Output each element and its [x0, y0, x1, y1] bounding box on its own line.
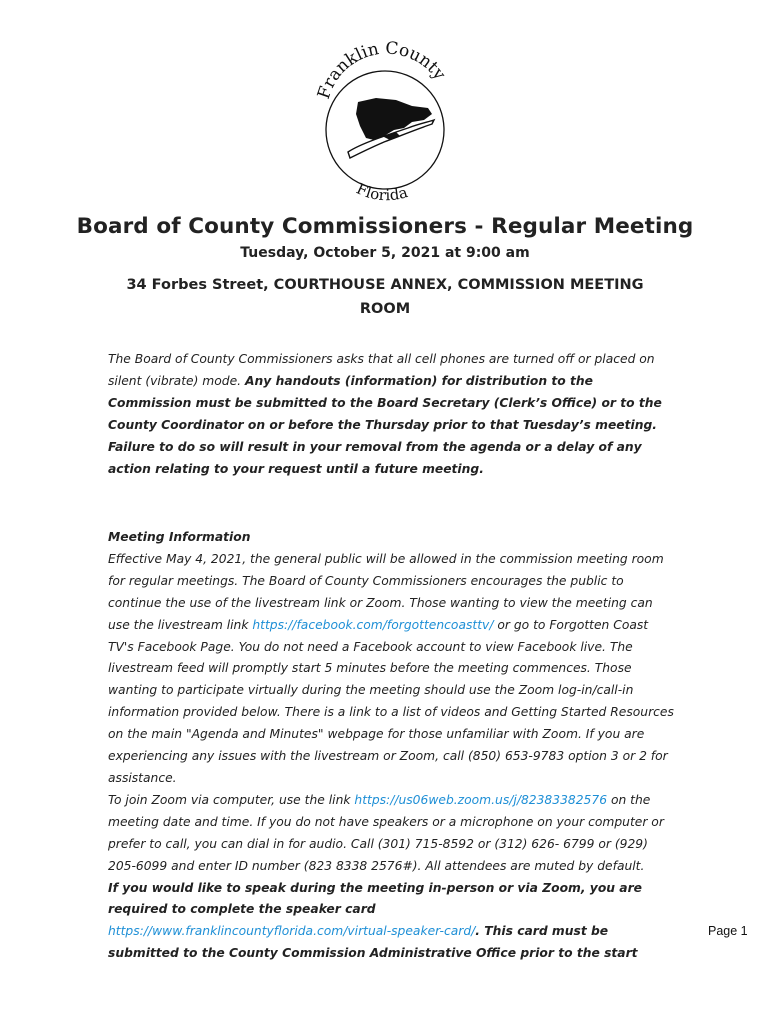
meeting-info-paragraph-3 — [108, 878, 674, 966]
page-number: Page 1 — [708, 924, 748, 938]
meeting-datetime: Tuesday, October 5, 2021 at 9:00 am — [240, 245, 530, 261]
meeting-info-paragraph-2 — [108, 790, 674, 878]
seal-top-text: Franklin County — [313, 40, 450, 102]
meeting-info-text: Effective May 4, 2021, the general public will be allowed in the commission meeting room for regular meetings. The Board of County Commissioners encourages the public to continue the use of the livestream link or Zoom. Those wanting to view the meeting can use the livestream link — [108, 551, 664, 632]
facebook-link[interactable]: https://facebook.com/forgottencoasttv/ — [252, 617, 494, 632]
svg-text:Florida — [354, 179, 410, 204]
meeting-info-paragraph-1 — [108, 549, 674, 790]
intro-bold-text: Any handouts (information) for distribution to the Commission must be submitted to the Board Secretary (Clerk’s Office) or to the County Coordinator on or before the Thursday prior to that Tuesday’s meeting. Failure to do so will result in your removal from the agenda or a delay of any action relating to your request until a future meeting. — [108, 373, 662, 476]
meeting-information-section — [108, 527, 674, 965]
speaker-card-text: . This card must be submitted to the County Commission Administrative Office prior to the start — [108, 924, 638, 961]
county-seal — [300, 40, 470, 210]
meeting-location: 34 Forbes Street, COURTHOUSE ANNEX, COMMISSION MEETING ROOM — [126, 277, 644, 317]
zoom-link[interactable]: https://us06web.zoom.us/j/82383382576 — [354, 792, 608, 807]
county-seal-graphic — [300, 40, 470, 210]
zoom-info-text: on the meeting date and time. If you do not have speakers or a microphone on your computer or prefer to call, you can dial in for audio. Call (301) 715-8592 or (312) 626- 6799 or (929) 205-6099 and enter ID number (823 8338 2576#). All attendees are muted by default. — [108, 792, 664, 873]
meeting-info-text: or go to Forgotten Coast TV's Facebook Page. You do not need a Facebook account to view Facebook live. The livestream feed will promptly start 5 minutes before the meeting commences. Those wanting to participate virtually during the meeting should use the Zoom log-in/call-in information provided below. There is a link to a list of videos and Getting Started Resources on the main "Agenda and Minutes" webpage for those unfamiliar with Zoom. If you are experiencing any issues with the livestream or Zoom, call (850) 653-9783 option 3 or 2 for assistance. — [108, 617, 674, 785]
page-title: Board of County Commissioners - Regular Meeting — [76, 214, 694, 239]
seal-bottom-text: Florida — [353, 179, 410, 205]
intro-text: The Board of County Commissioners asks that all cell phones are turned off or placed on silent (vibrate) mode. — [108, 352, 655, 388]
zoom-info-text: To join Zoom via computer, use the link — [108, 792, 355, 807]
intro-notice — [108, 349, 674, 480]
speaker-card-link[interactable]: https://www.franklincountyflorida.com/virtual-speaker-card/ — [108, 924, 476, 939]
speaker-card-text: If you would like to speak during the meeting in-person or via Zoom, you are required to complete the speaker card — [108, 880, 643, 917]
meeting-info-heading: Meeting Information — [108, 530, 251, 544]
